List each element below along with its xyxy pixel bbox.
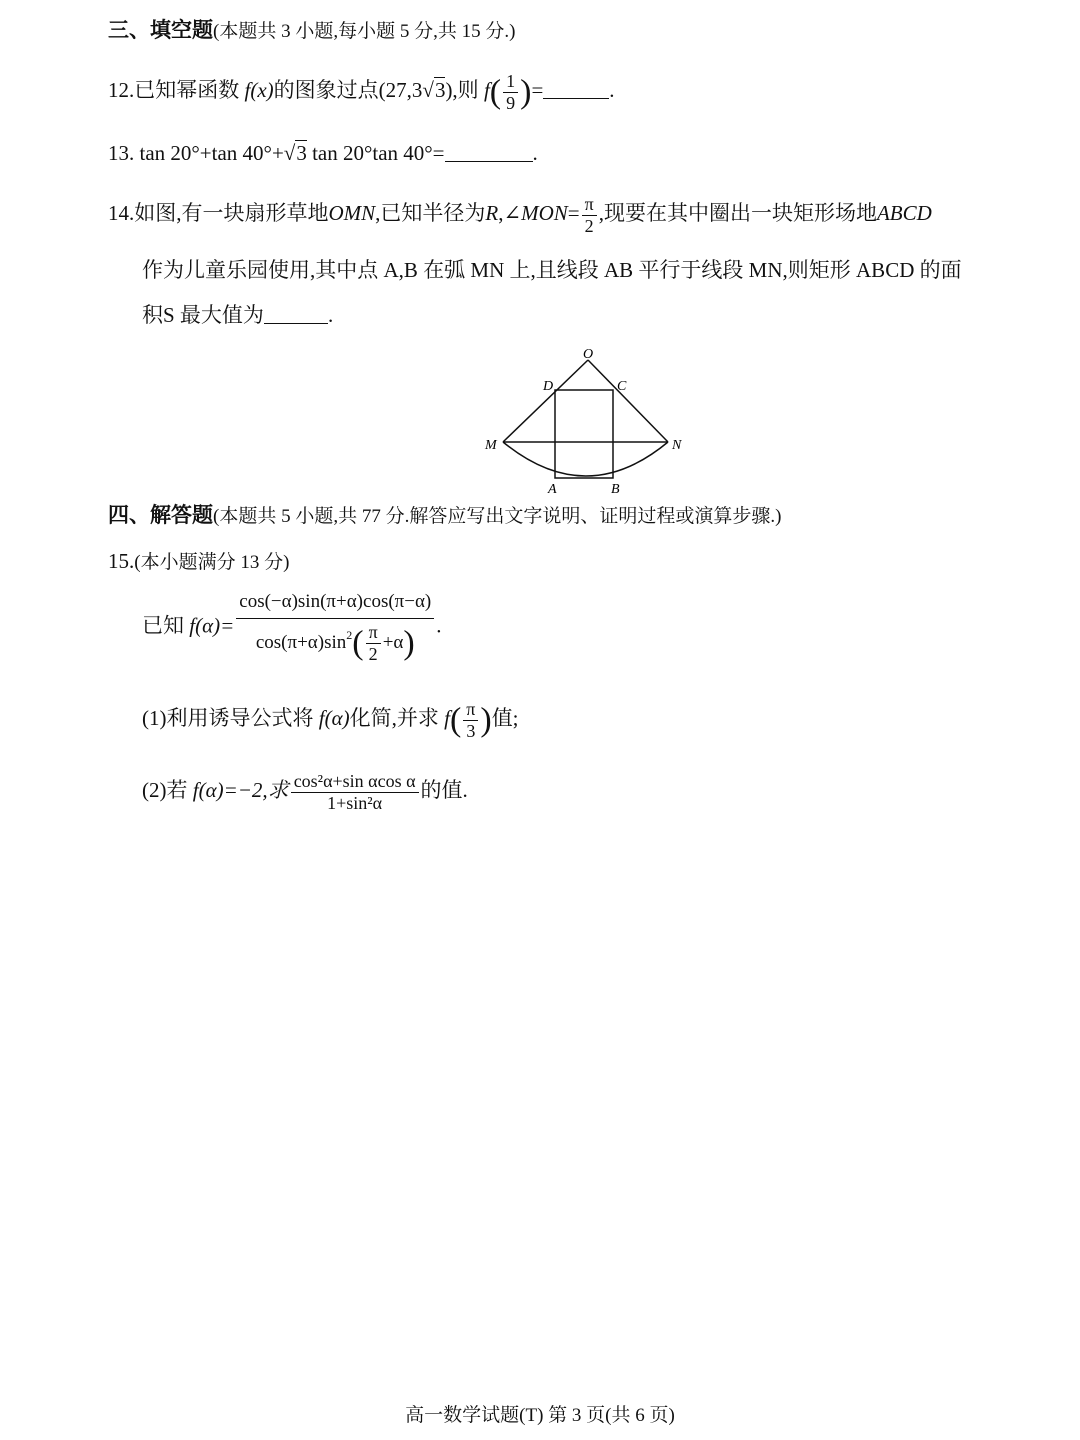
q15-part1-fraction: $\frac{\pi}{3}$ <box>463 700 478 741</box>
q15-part1: (1)利用诱导公式将 f(α)化简,并求 f( $\frac{\pi}{3}$ )值; <box>142 699 519 741</box>
q12-text3: ),则 <box>445 78 479 103</box>
label-n: N <box>672 438 682 453</box>
q12-sqrt: 3 <box>434 78 446 103</box>
q12-answer-blank[interactable] <box>543 76 609 99</box>
q15-part1-text-b: 化简,并求 <box>349 706 439 731</box>
q15-part1-f: f(α) <box>318 706 350 731</box>
sector-figure <box>478 340 698 500</box>
q15-part1-f2: f <box>444 706 450 731</box>
q12-fraction <box>503 72 518 113</box>
q14-text-b: ,已知半径为 <box>375 201 486 226</box>
q13-sqrt: 3 <box>296 141 307 165</box>
q15-score: (本小题满分 13 分) <box>134 552 290 573</box>
q15-end: . <box>436 613 442 638</box>
label-o: O <box>583 347 594 362</box>
q14-frac-num: π <box>582 195 597 216</box>
q14-text-c: ,∠ <box>498 201 522 226</box>
q14-frac-den: 2 <box>584 215 594 236</box>
label-d: D <box>543 379 554 394</box>
label-b: B <box>611 482 620 497</box>
rectangle-abcd <box>555 390 613 478</box>
section3-note: (本题共 3 小题,每小题 5 分,共 15 分.) <box>213 21 516 42</box>
q14-text-a: 如图,有一块扇形草地 <box>134 201 329 226</box>
question-14-line2 <box>142 255 962 285</box>
question-14-line1 <box>108 195 932 236</box>
question-12: 12.已知幂函数 f(x)的图象过点(27,3√3),则 f( $\frac{1}{9}$ )= . <box>108 71 615 113</box>
q14-line2: 作为儿童乐园使用,其中点 A,B 在弧 MN 上,且线段 AB 平行于线段 MN,则矩形 ABCD 的面 <box>142 258 962 282</box>
question-13: 13. tan 20°+tan 40°+√3 tan 20°tan 40°= . <box>108 141 538 165</box>
q14-line3: 积S 最大值为 <box>142 303 264 327</box>
q14-answer-blank[interactable] <box>264 301 328 324</box>
q13-answer-blank[interactable] <box>445 139 533 162</box>
q13-expr2: tan 20°tan 40°= <box>312 141 445 165</box>
q15-part2-text-c: 的值. <box>420 778 468 803</box>
q12-end: . <box>609 78 615 103</box>
q15-f-alpha: f(α)= <box>189 613 235 638</box>
question-14-line3 <box>142 300 333 330</box>
q15-denominator: $\cos(\pi+\alpha)\sin^2$( $\frac{\pi}{2}$ +α) <box>255 621 415 664</box>
q14-abcd: ABCD <box>876 201 932 226</box>
page-footer: 高一数学试题(T) 第 3 页(共 6 页) <box>405 1405 675 1426</box>
arc-mn <box>503 442 668 476</box>
q14-fraction <box>582 195 597 236</box>
q12-number: 12. <box>108 78 135 103</box>
section3-header <box>108 15 515 47</box>
q14-end: . <box>327 303 334 327</box>
radius-om <box>503 360 588 442</box>
q12-eq: = <box>531 78 544 103</box>
section4-title: 四、解答题 <box>108 503 213 527</box>
q14-mon: MON <box>521 201 568 226</box>
section4-header <box>108 500 781 532</box>
label-c: C <box>617 379 627 394</box>
q14-r: R <box>485 201 499 226</box>
q14-eq: = <box>567 201 580 226</box>
q15-part2-text: (2)若 <box>142 778 188 803</box>
label-a: A <box>548 482 557 497</box>
q15-given-label: 已知 <box>142 613 184 638</box>
q12-text2: 的图象过点(27,3 <box>273 78 423 103</box>
q15-numerator: cos(−α)sin(π+α)cos(π−α) <box>236 592 434 619</box>
q15-number: 15. <box>108 549 135 573</box>
q12-func: f(x) <box>244 78 274 103</box>
q15-part1-text-c: 值; <box>491 706 519 731</box>
q15-part2-den: 1+sin²α <box>327 792 383 813</box>
q15-part2-cond: f(α)=−2,求 <box>192 778 289 803</box>
q15-part2 <box>142 772 468 813</box>
q13-expr1: tan 20°+tan 40°+ <box>139 141 284 165</box>
section3-title: 三、填空题 <box>108 18 213 42</box>
q15-inner-fraction: $\frac{\pi}{2}$ <box>366 623 381 664</box>
q13-number: 13. <box>108 141 135 165</box>
q15-main-fraction <box>236 592 434 664</box>
question-15-header <box>108 546 289 578</box>
radius-on <box>588 360 668 442</box>
q12-f: f <box>483 78 490 103</box>
q14-text-d: ,现要在其中圈出一块矩形场地 <box>598 201 877 226</box>
q12-frac-num: 1 <box>503 72 518 93</box>
section4-note: (本题共 5 小题,共 77 分.解答应写出文字说明、证明过程或演算步骤.) <box>213 506 782 527</box>
q15-part2-fraction <box>291 772 419 813</box>
q14-omn: OMN <box>328 201 376 226</box>
q15-part1-text: (1)利用诱导公式将 <box>142 706 314 731</box>
q14-number: 14. <box>108 201 135 226</box>
q15-part2-num: cos²α+sin αcos α <box>291 772 419 793</box>
q12-text: 已知幂函数 <box>134 78 240 103</box>
q12-frac-den: 9 <box>506 92 516 113</box>
q13-end: . <box>532 141 538 165</box>
q15-given <box>142 592 442 664</box>
label-m: M <box>485 438 497 453</box>
